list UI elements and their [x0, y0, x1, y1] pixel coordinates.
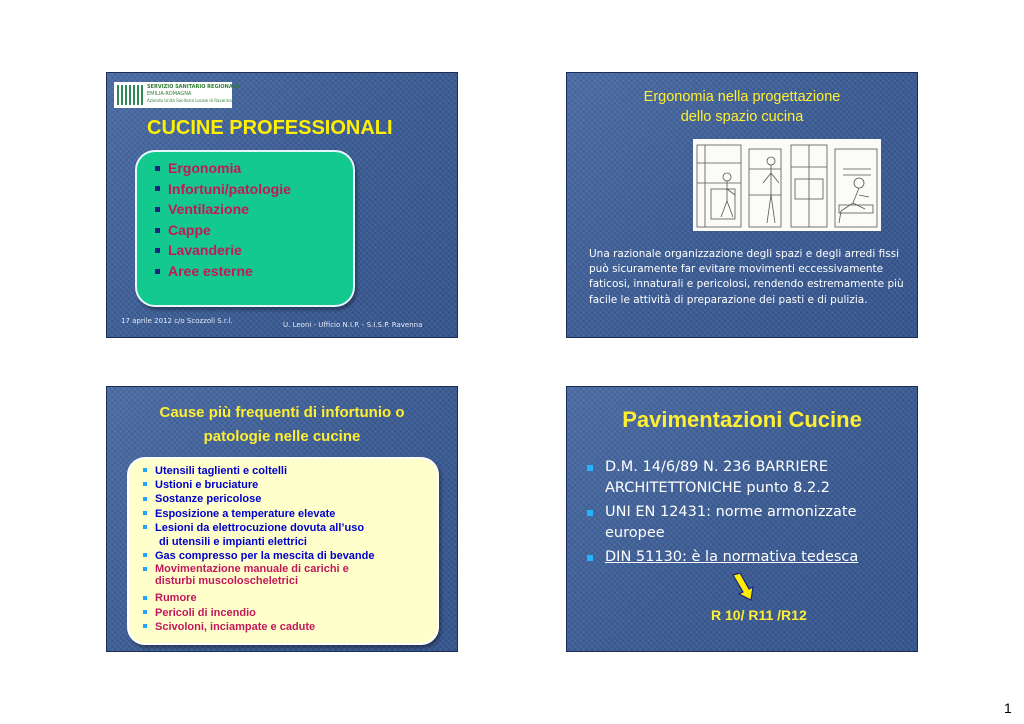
title-line-1: Ergonomia nella progettazione: [643, 89, 841, 105]
standards-list: [605, 457, 910, 571]
ergonomics-sketch-icon: [693, 139, 881, 231]
list-item: Lesioni da elettrocuzione dovuta all’uso: [155, 521, 374, 535]
slide-ergonomia: [566, 72, 918, 338]
list-item: Ergonomia: [155, 158, 291, 179]
logo-line-3: Azienda Unità Sanitaria Locale di Ravenna: [147, 98, 232, 103]
list-item: Utensili taglienti e coltelli: [155, 464, 374, 478]
ergonomics-paragraph: Una razionale organizzazione degli spazi e degli arredi fissi può sicuramente far evitare movimenti eccessivamente faticosi, innaturali e pericolosi, rendendo estremamente più facile le attività di preparazione dei pasti e di pulizia.: [589, 248, 904, 306]
slide-cause-infortunio: [106, 386, 458, 652]
footer-author: U. Leoni - Ufficio N.I.P. - S.I.S.P. Ravenna: [283, 321, 423, 329]
title-line-2: dello spazio cucina: [680, 109, 804, 125]
list-item: Infortuni/patologie: [155, 179, 291, 200]
list-item: D.M. 14/6/89 N. 236 BARRIERE ARCHITETTONICHE punto 8.2.2: [605, 457, 910, 499]
topics-list: [155, 158, 291, 282]
list-item-continuation: di utensili e impianti elettrici: [159, 536, 307, 549]
list-item: Ventilazione: [155, 199, 291, 220]
slide-title: Pavimentazioni Cucine: [622, 407, 862, 432]
title-line-2: patologie nelle cucine: [203, 428, 361, 445]
list-item: Movimentazione manuale di carichi e: [155, 563, 374, 575]
slide-title: CUCINE PROFESSIONALI: [147, 117, 393, 139]
din-standard-link[interactable]: DIN 51130: è la normativa tedesca: [605, 549, 859, 565]
topics-box: [135, 150, 355, 307]
list-item: Scivoloni, inciampate e cadute: [155, 620, 374, 634]
slide-title: [567, 87, 917, 127]
footer-date: 17 aprile 2012 c/o Scozzoli S.r.l.: [121, 317, 233, 325]
logo-grid-icon: [117, 85, 143, 105]
list-item: Lavanderie: [155, 240, 291, 261]
list-item: Rumore: [155, 591, 374, 605]
slide-pavimentazioni: [566, 386, 918, 652]
slide-title: [107, 401, 457, 449]
list-item: Pericoli di incendio: [155, 606, 374, 620]
slide-cucine-professionali: [106, 72, 458, 338]
page-number: 1: [1004, 700, 1012, 716]
list-item: Cappe: [155, 220, 291, 241]
title-line-1: Cause più frequenti di infortunio o: [159, 404, 405, 421]
logo-line-1: SERVIZIO SANITARIO REGIONALE: [147, 84, 240, 90]
list-item: Gas compresso per la mescita di bevande: [155, 550, 375, 563]
kitchen-ergonomics-drawing: [693, 139, 881, 231]
list-item: UNI EN 12431: norme armonizzate europee: [605, 502, 910, 544]
list-item: Sostanze pericolose: [155, 492, 374, 506]
regional-health-logo: [114, 82, 240, 108]
list-item-continuation: disturbi muscoloscheletrici: [155, 575, 299, 588]
down-arrow-icon: [729, 573, 755, 605]
slip-ratings: R 10/ R11 /R12: [711, 607, 807, 623]
causes-box: [127, 457, 439, 645]
list-item: Ustioni e bruciature: [155, 478, 374, 492]
list-item: Esposizione a temperature elevate: [155, 507, 374, 521]
list-item: [605, 547, 910, 568]
causes-list: [155, 464, 374, 634]
logo-line-2: EMILIA-ROMAGNA: [147, 91, 192, 97]
list-item: Aree esterne: [155, 261, 291, 282]
